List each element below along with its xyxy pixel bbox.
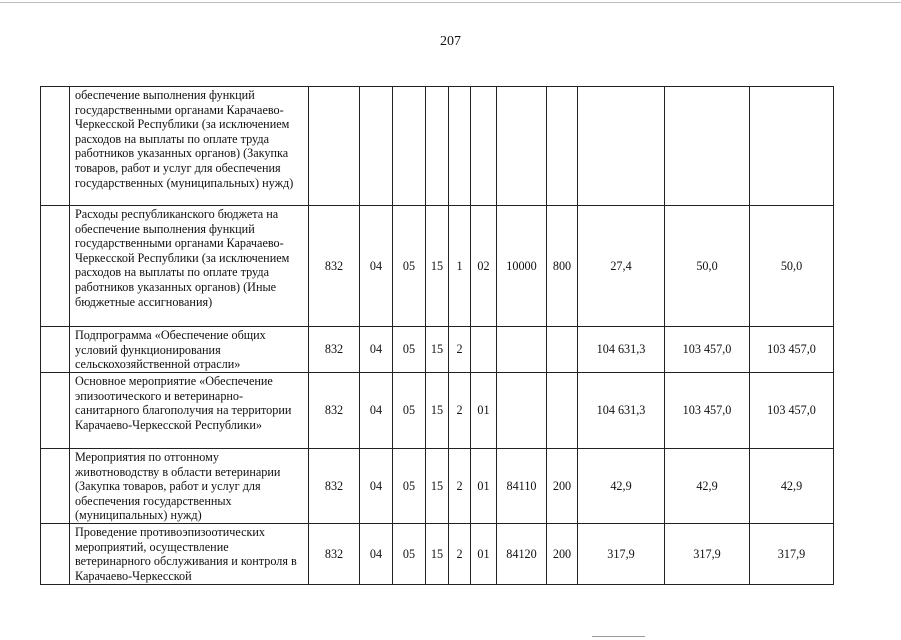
rz-cell: 04 xyxy=(360,524,393,585)
cs-event-cell xyxy=(471,87,497,206)
sum-year3-cell: 50,0 xyxy=(750,206,834,327)
sum-year2-cell: 103 457,0 xyxy=(665,327,750,373)
budget-table xyxy=(40,86,834,585)
vr-cell xyxy=(547,373,578,449)
grbs-cell: 832 xyxy=(309,449,360,524)
scan-edge-top xyxy=(0,2,901,4)
cs-program-cell: 15 xyxy=(426,327,449,373)
scan-mark-bottom xyxy=(592,636,645,638)
table-row xyxy=(41,524,834,585)
cs-program-cell: 15 xyxy=(426,524,449,585)
cs-direction-cell: 84120 xyxy=(497,524,547,585)
rz-cell: 04 xyxy=(360,449,393,524)
row-name: Мероприятия по отгонному животноводству в области ветеринарии (Закупка товаров, работ и услуг для обеспечения государственных (муниципальных) нужд) xyxy=(70,449,309,524)
rz-cell: 04 xyxy=(360,206,393,327)
row-index-cell xyxy=(41,327,70,373)
cs-direction-cell xyxy=(497,373,547,449)
pr-cell: 05 xyxy=(393,373,426,449)
sum-year1-cell xyxy=(578,87,665,206)
cs-event-cell: 01 xyxy=(471,449,497,524)
pr-cell: 05 xyxy=(393,449,426,524)
sum-year3-cell: 103 457,0 xyxy=(750,327,834,373)
table-row xyxy=(41,449,834,524)
row-index-cell xyxy=(41,524,70,585)
sum-year3-cell: 42,9 xyxy=(750,449,834,524)
sum-year3-cell xyxy=(750,87,834,206)
row-index-cell xyxy=(41,206,70,327)
row-name: Основное мероприятие «Обеспечение эпизоотического и ветеринарно-санитарного благополучия на территории Карачаево-Черкесской Республики» xyxy=(70,373,309,449)
row-name: обеспечение выполнения функций государственными органами Карачаево-Черкесской Республики (за исключением расходов на выплаты по оплате труда работников указанных органов) (Закупка товаров, работ и услуг для обеспечения государственных (муниципальных) нужд) xyxy=(70,87,309,206)
sum-year1-cell: 317,9 xyxy=(578,524,665,585)
table-row xyxy=(41,87,834,206)
rz-cell xyxy=(360,87,393,206)
cs-subprogram-cell: 2 xyxy=(449,449,471,524)
grbs-cell: 832 xyxy=(309,373,360,449)
vr-cell xyxy=(547,87,578,206)
cs-subprogram-cell: 1 xyxy=(449,206,471,327)
table-row xyxy=(41,327,834,373)
rz-cell: 04 xyxy=(360,327,393,373)
cs-program-cell: 15 xyxy=(426,373,449,449)
table-row xyxy=(41,373,834,449)
row-index-cell xyxy=(41,87,70,206)
cs-direction-cell: 84110 xyxy=(497,449,547,524)
sum-year3-cell: 103 457,0 xyxy=(750,373,834,449)
cs-direction-cell xyxy=(497,87,547,206)
sum-year2-cell: 317,9 xyxy=(665,524,750,585)
cs-event-cell xyxy=(471,327,497,373)
cs-event-cell: 01 xyxy=(471,524,497,585)
sum-year2-cell: 50,0 xyxy=(665,206,750,327)
row-name: Проведение противоэпизоотических мероприятий, осуществление ветеринарного обслуживания и контроля в Карачаево-Черкесской xyxy=(70,524,309,585)
sum-year1-cell: 104 631,3 xyxy=(578,373,665,449)
row-name: Расходы республиканского бюджета на обеспечение выполнения функций государственными органами Карачаево-Черкесской Республики (за исключением расходов на выплаты по оплате труда работников указанных органов) (Иные бюджетные ассигнования) xyxy=(70,206,309,327)
vr-cell: 200 xyxy=(547,449,578,524)
row-name: Подпрограмма «Обеспечение общих условий функционирования сельскохозяйственной отрасли» xyxy=(70,327,309,373)
cs-program-cell xyxy=(426,87,449,206)
row-index-cell xyxy=(41,373,70,449)
sum-year1-cell: 104 631,3 xyxy=(578,327,665,373)
sum-year2-cell: 42,9 xyxy=(665,449,750,524)
cs-subprogram-cell: 2 xyxy=(449,327,471,373)
grbs-cell xyxy=(309,87,360,206)
cs-direction-cell xyxy=(497,327,547,373)
pr-cell xyxy=(393,87,426,206)
pr-cell: 05 xyxy=(393,524,426,585)
grbs-cell: 832 xyxy=(309,206,360,327)
pr-cell: 05 xyxy=(393,206,426,327)
vr-cell xyxy=(547,327,578,373)
pr-cell: 05 xyxy=(393,327,426,373)
vr-cell: 200 xyxy=(547,524,578,585)
grbs-cell: 832 xyxy=(309,524,360,585)
cs-direction-cell: 10000 xyxy=(497,206,547,327)
sum-year2-cell: 103 457,0 xyxy=(665,373,750,449)
cs-event-cell: 02 xyxy=(471,206,497,327)
cs-subprogram-cell xyxy=(449,87,471,206)
table-row xyxy=(41,206,834,327)
grbs-cell: 832 xyxy=(309,327,360,373)
row-index-cell xyxy=(41,449,70,524)
cs-program-cell: 15 xyxy=(426,206,449,327)
page-number: 207 xyxy=(440,34,461,49)
cs-subprogram-cell: 2 xyxy=(449,373,471,449)
cs-event-cell: 01 xyxy=(471,373,497,449)
sum-year1-cell: 42,9 xyxy=(578,449,665,524)
cs-subprogram-cell: 2 xyxy=(449,524,471,585)
sum-year1-cell: 27,4 xyxy=(578,206,665,327)
cs-program-cell: 15 xyxy=(426,449,449,524)
sum-year3-cell: 317,9 xyxy=(750,524,834,585)
sum-year2-cell xyxy=(665,87,750,206)
rz-cell: 04 xyxy=(360,373,393,449)
vr-cell: 800 xyxy=(547,206,578,327)
